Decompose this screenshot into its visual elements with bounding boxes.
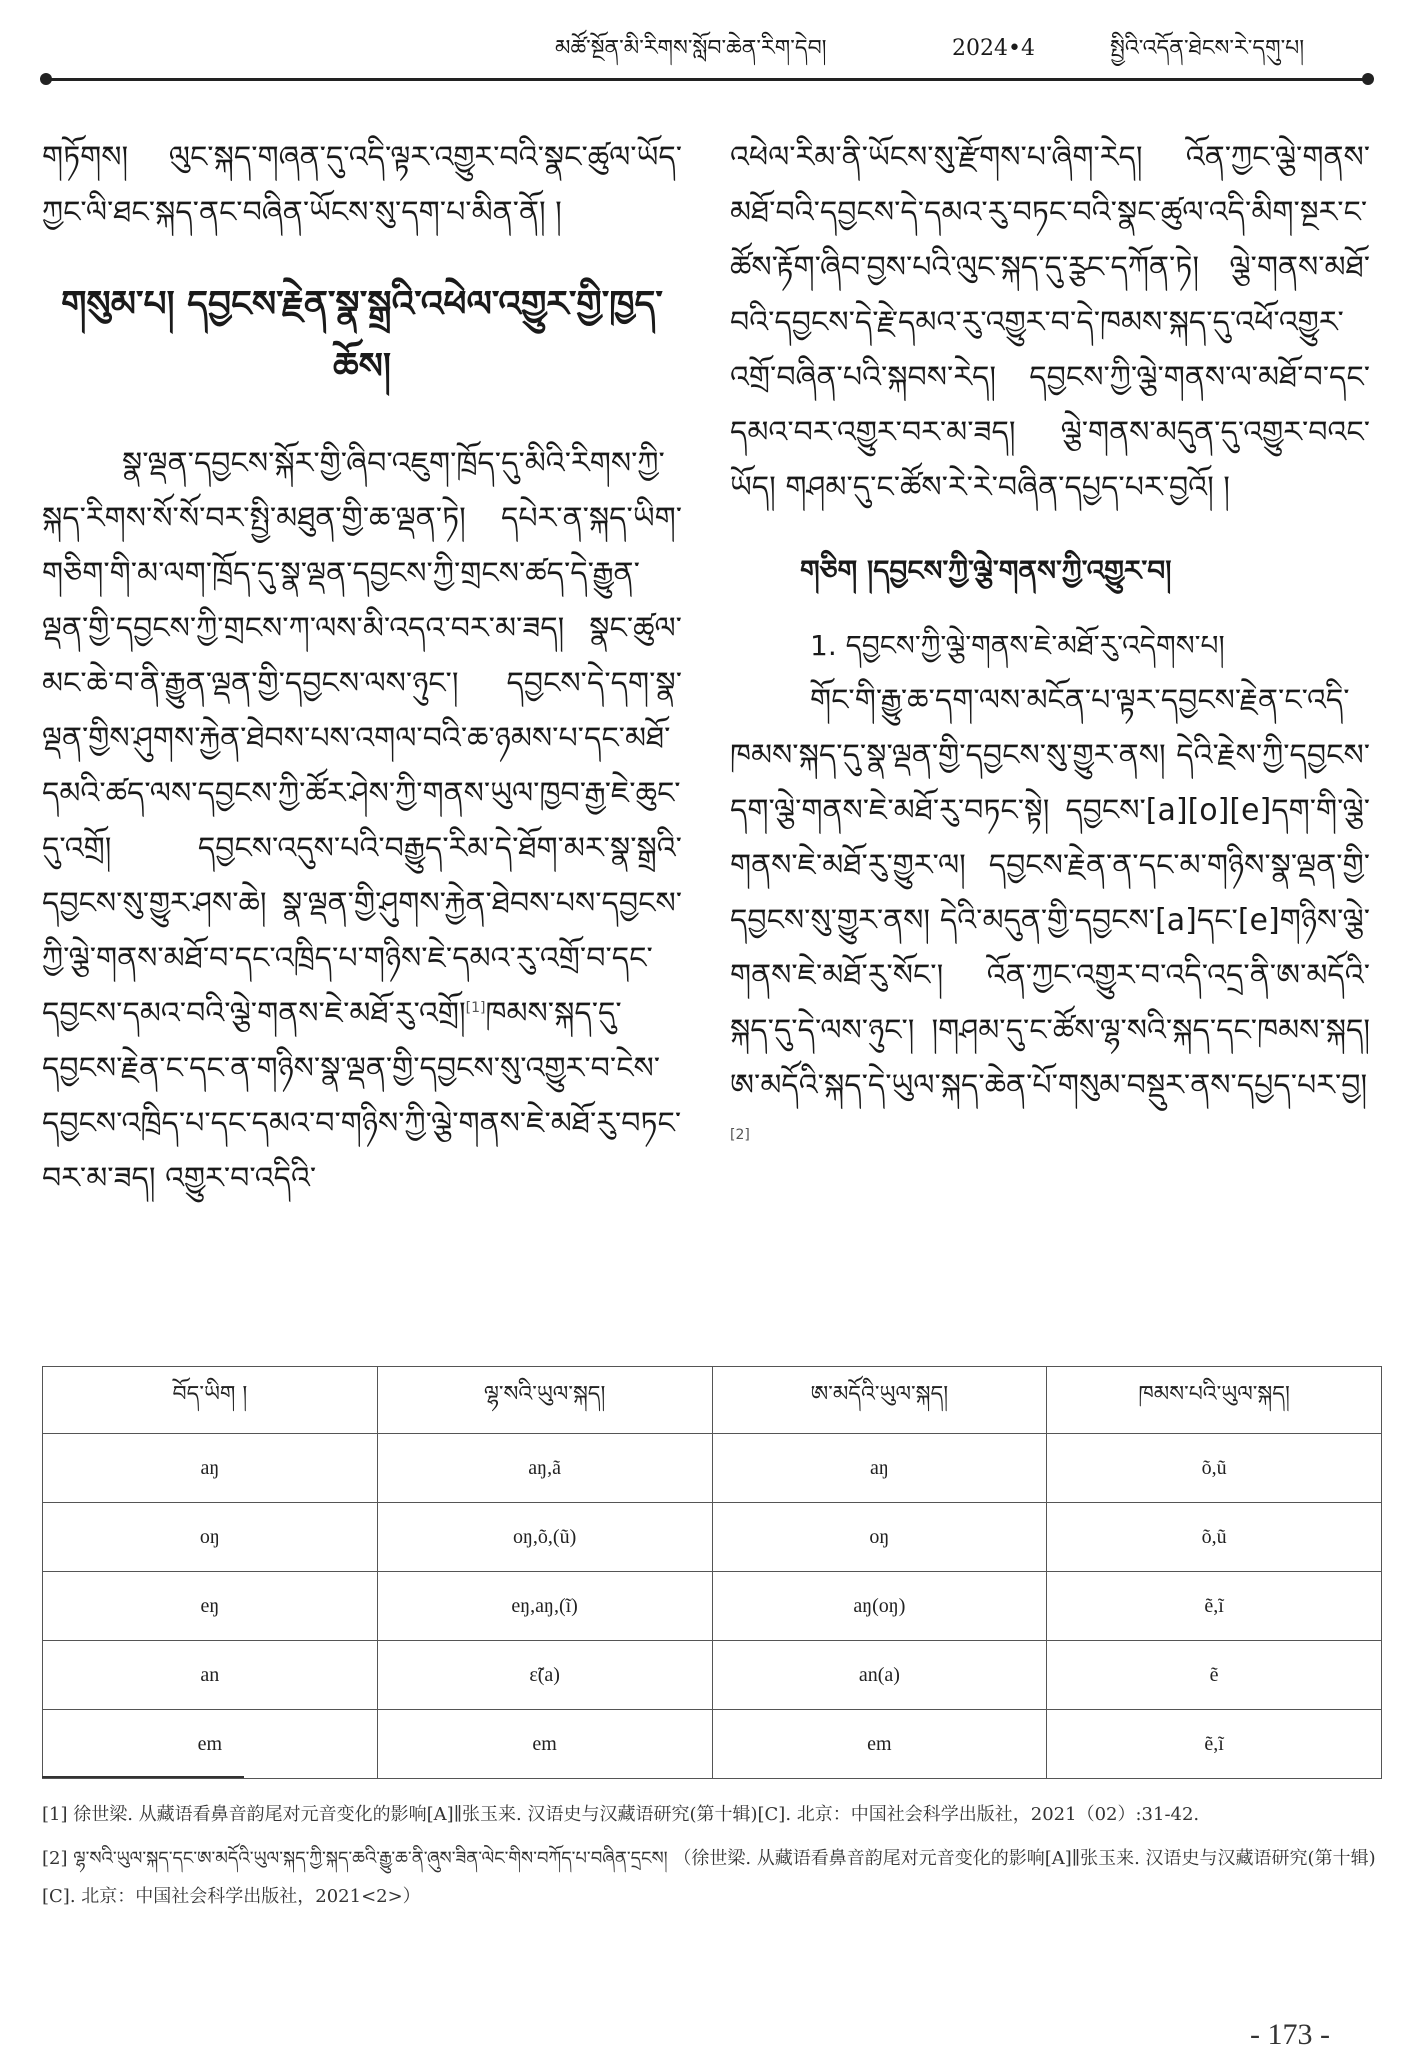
footnote-ref-1[interactable]: [1] xyxy=(465,1000,486,1016)
dialect-comparison-table xyxy=(42,1366,1382,1779)
table-cell: an xyxy=(43,1641,378,1710)
table-row xyxy=(43,1641,1382,1710)
page-header xyxy=(0,0,1415,90)
page-number: - 173 - xyxy=(1250,2018,1330,2051)
footnote-rule xyxy=(42,1776,244,1778)
footnotes xyxy=(42,1796,1382,1922)
item-title: 1. དབྱངས་ཀྱི་ལྕེ་གནས་ཇེ་མཐོ་རུ་འདེགས་པ། xyxy=(810,629,1225,662)
table-cell: õ,ũ xyxy=(1047,1434,1382,1503)
table-cell: ẽ xyxy=(1047,1641,1382,1710)
table-cell: ẽ,ĩ xyxy=(1047,1710,1382,1779)
table-cell: aŋ xyxy=(43,1434,378,1503)
table-header-cell: ཨ་མདོའི་ཡུལ་སྐད། xyxy=(712,1367,1047,1434)
footnote-2: [2] ལྷ་སའི་ཡུལ་སྐད་དང་ཨ་མདོའི་ཡུལ་སྐད་ཀྱི་སྐད་ཆའི་རྒྱུ་ཆ་ནི་ཞུས་ཟིན་ལེང་གིས་བཀོད་པ་བཞིན་དྲངས། （徐世梁. 从藏语看鼻音韵尾对元音变化的影响[A]∥张玉来. 汉语史与汉藏语研究(第十辑)[C]. 北京：中国社会科学出版社，2021<2>） xyxy=(42,1848,1376,1907)
table-row xyxy=(43,1503,1382,1572)
table-cell: aŋ,ã xyxy=(377,1434,712,1503)
body-paragraph-2-text: གོང་གི་རྒྱུ་ཆ་དག་ལས་མངོན་པ་ལྟར་དབྱངས་རྗེན་ང་འདི་ཁམས་སྐད་དུ་སྣ་ལྡན་གྱི་དབྱངས་སུ་གྱུར་ནས། དེའི་རྗེས་ཀྱི་དབྱངས་དག་ལྕེ་གནས་ཇེ་མཐོ་རུ་བཏང་སྟེ། དབྱངས་[a][o][e]དག་གི་ལྕེ་གནས་ཇེ་མཐོ་རུ་གྱུར་ལ། དབྱངས་རྗེན་ན་དང་མ་གཉིས་སྣ་ལྡན་གྱི་དབྱངས་སུ་གྱུར་ནས། དེའི་མདུན་གྱི་དབྱངས་[a]དང་[e]གཉིས་ལྕེ་གནས་ཇེ་མཐོ་རུ་སོང་། འོན་ཀྱང་འགྱུར་བ་འདི་འདྲ་ནི་ཨ་མདོའི་སྐད་དུ་དེ་ལས་ཉུང་། །གཤམ་དུ་ང་ཚོས་ལྷ་སའི་སྐད་དང་ཁམས་སྐད། ཨ་མདོའི་སྐད་དེ་ཡུལ་སྐད་ཆེན་པོ་གསུམ་བསྡུར་ནས་དཔྱད་པར་བྱ། xyxy=(730,683,1370,1103)
body-paragraph-cont: འཕེལ་རིམ་ནི་ཡོངས་སུ་རྫོགས་པ་ཞིག་རེད། འོན་ཀྱང་ལྕེ་གནས་མཐོ་བའི་དབྱངས་དེ་དམའ་རུ་བཏང་བའི་སྣང་ཚུལ་འདི་མིག་སྔར་ང་ཚོས་རྟོག་ཞིབ་བྱས་པའི་ལུང་སྐད་དུ་ཪྩང་དཀོན་ཏེ། ལྕེ་གནས་མཐོ་བའི་དབྱངས་དེ་རྗེ་དམའ་རུ་འགྱུར་བ་དེ་ཁམས་སྐད་དུ་འཕོ་འགྱུར་འགྲོ་བཞིན་པའི་སྐབས་རེད། དབྱངས་ཀྱི་ལྕེ་གནས་ལ་མཐོ་བ་དང་དམའ་བར་འགྱུར་བར་མ་ཟད། ལྕེ་གནས་མདུན་དུ་འགྱུར་བའང་ཡོད། གཤམ་དུ་ང་ཚོས་རེ་རེ་བཞིན་དཔྱད་པར་བྱའོ། ། xyxy=(730,140,1370,505)
table-cell: eŋ,aŋ,(ĩ) xyxy=(377,1572,712,1641)
table-cell: oŋ,õ,(ũ) xyxy=(377,1503,712,1572)
left-column xyxy=(42,130,682,1206)
table-cell: an(a) xyxy=(712,1641,1047,1710)
table-cell: aŋ xyxy=(712,1434,1047,1503)
rule-dot-right xyxy=(1362,73,1374,85)
footnote-ref-2[interactable]: [2] xyxy=(730,1127,750,1143)
table-header-cell: བོད་ཡིག ། xyxy=(43,1367,378,1434)
subsection-title: གཅིག །དབྱངས་ཀྱི་ལྕེ་གནས་ཀྱི་འགྱུར་བ། xyxy=(800,554,1172,587)
body-paragraph-2 xyxy=(730,673,1370,1168)
table-row xyxy=(43,1710,1382,1779)
journal-title: མཚོ་སྔོན་མི་རིགས་སློབ་ཆེན་རིག་དེབ། xyxy=(555,36,827,61)
body-paragraph-1-text: སྣ་ལྡན་དབྱངས་སྐོར་གྱི་ཞིབ་འཇུག་ཁྲོད་དུ་མིའི་རིགས་ཀྱི་སྐད་རིགས་སོ་སོ་བར་སྤྱི་མཐུན་གྱི་ཆ་ལྡན་ཏེ། དཔེར་ན་སྐད་ཡིག་གཅིག་གི་མ་ལག་ཁྲོད་དུ་སྣ་ལྡན་དབྱངས་ཀྱི་གྲངས་ཚད་དེ་རྒྱུན་ལྡན་གྱི་དབྱངས་ཀྱི་གྲངས་ཀ་ལས་མི་འདའ་བར་མ་ཟད། སྣང་ཚུལ་མང་ཆེ་བ་ནི་རྒྱུན་ལྡན་གྱི་དབྱངས་ལས་ཉུང་། དབྱངས་དེ་དག་སྣ་ལྡན་གྱིས་ཤུགས་རྐྱེན་ཐེབས་པས་འགལ་བའི་ཆ་ཉམས་པ་དང་མཐོ་དམའི་ཚད་ལས་དབྱངས་ཀྱི་ཚོར་ཤེས་ཀྱི་གནས་ཡུལ་ཁྱབ་རྒྱ་ཇེ་ཆུང་དུ་འགྲོ། དབྱངས་འདུས་པའི་བརྒྱུད་རིམ་དེ་ཐོག་མར་སྣ་སྒྲའི་དབྱངས་སུ་གྱུར་ཤས་ཆེ། སྣ་ལྡན་གྱི་ཤུགས་རྐྱེན་ཐེབས་པས་དབྱངས་ཀྱི་ལྕེ་གནས་མཐོ་བ་དང་འཁྲིད་པ་གཉིས་ཇེ་དམའ་རུ་འགྲོ་བ་དང་དབྱངས་དམའ་བའི་ལྕེ་གནས་ཇེ་མཐོ་རུ་འགྲོ། xyxy=(42,446,682,1031)
section-label: སྤྱིའི་འདོན་ཐེངས་རེ་དགུ་པ། xyxy=(1110,36,1305,61)
table-cell: ẽ,ĩ xyxy=(1047,1572,1382,1641)
body-paragraph-1 xyxy=(42,436,682,1206)
table-cell: oŋ xyxy=(712,1503,1047,1572)
header-rule xyxy=(48,78,1368,81)
issue-number: 2024•4 xyxy=(952,36,1035,61)
footnote-1: [1] 徐世梁. 从藏语看鼻音韵尾对元音变化的影响[A]∥张玉来. 汉语史与汉藏语研究(第十辑)[C]. 北京：中国社会科学出版社，2021（02）:31-42. xyxy=(42,1804,1200,1825)
table-header-row xyxy=(43,1367,1382,1434)
table-cell: ɛ̃(a) xyxy=(377,1641,712,1710)
body-paragraph-1-cont: ཁམས་སྐད་དུ་དབྱངས་རྗེན་ང་དང་ན་གཉིས་སྣ་ལྡན་གྱི་དབྱངས་སུ་འགྱུར་བ་ངེས་དབྱངས་འཁྲིད་པ་དང་དམའ་བ་གཉིས་ཀྱི་ལྕེ་གནས་ཇེ་མཐོ་རུ་བཏང་བར་མ་ཟད། འགྱུར་བ་འདིའི་ xyxy=(42,996,682,1196)
right-column xyxy=(730,130,1370,1168)
intro-paragraph: གཏོགས། ལུང་སྐད་གཞན་དུ་འདི་ལྟར་འགྱུར་བའི་སྣང་ཚུལ་ཡོད་ཀྱང་ལི་ཐང་སྐད་ནང་བཞིན་ཡོངས་སུ་དག་པ་མིན་ནོ། ། xyxy=(42,140,682,230)
section-title: གསུམ་པ། དབྱངས་རྗེན་སྣ་སྒྲའི་འཕེལ་འགྱུར་གྱི་ཁྱད་ཆོས། xyxy=(61,284,663,387)
table-header-cell: ལྷ་སའི་ཡུལ་སྐད། xyxy=(377,1367,712,1434)
table-cell: õ,ũ xyxy=(1047,1503,1382,1572)
table-cell: eŋ xyxy=(43,1572,378,1641)
table-cell: em xyxy=(712,1710,1047,1779)
table-row xyxy=(43,1434,1382,1503)
table-row xyxy=(43,1572,1382,1641)
table-cell: aŋ(oŋ) xyxy=(712,1572,1047,1641)
table-cell: em xyxy=(377,1710,712,1779)
table-cell: oŋ xyxy=(43,1503,378,1572)
table-header-cell: ཁམས་པའི་ཡུལ་སྐད། xyxy=(1047,1367,1382,1434)
table-cell: em xyxy=(43,1710,378,1779)
